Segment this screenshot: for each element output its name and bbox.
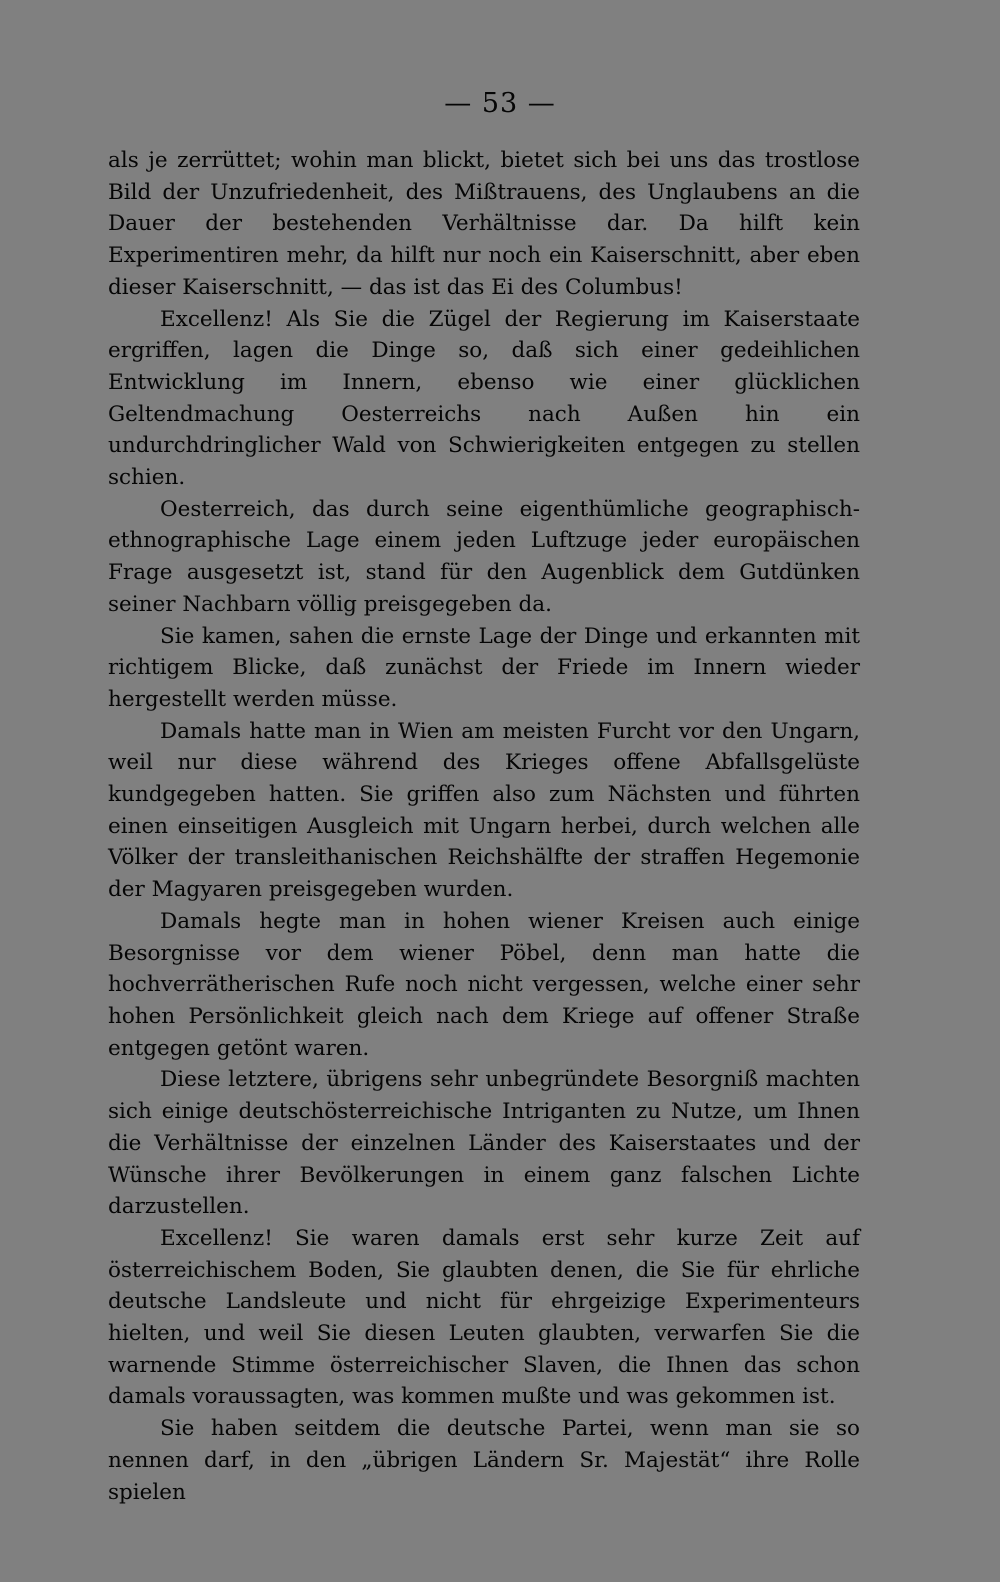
paragraph-9: Sie haben seitdem die deutsche Partei, wenn man sie so nennen darf, in den „übrigen Ländern Sr. Majestät“ ihre Rolle spielen [108, 1416, 860, 1505]
paragraph-4: Sie kamen, sahen die ernste Lage der Dinge und erkannten mit richtigem Blicke, daß zunächst der Friede im Innern wieder hergestellt werden müsse. [108, 623, 860, 712]
page-text [108, 145, 860, 1508]
paragraph-7: Diese letztere, übrigens sehr unbegründete Besorgniß machten sich einige deutschösterreichische Intriganten zu Nutze, um Ihnen die Verhältnisse der einzelnen Länder des Kaiserstaates und der Wünsche ihrer Bevölkerungen in einem ganz falschen Lichte darzustellen. [108, 1067, 860, 1220]
page-number: — 53 — [444, 88, 556, 119]
paragraph-8: Excellenz! Sie waren damals erst sehr kurze Zeit auf österreichischem Boden, Sie glaubten denen, die Sie für ehrliche deutsche Landsleute und nicht für ehrgeizige Experimenteurs hielten, und weil Sie diesen Leuten glaubten, verwarfen Sie die warnende Stimme österreichischer Slaven, die Ihnen das schon damals voraussagten, was kommen mußte und was gekommen ist. [108, 1225, 860, 1410]
paragraph-3: Oesterreich, das durch seine eigenthümliche geographisch-ethnographische Lage einem jeden Luftzuge jeder europäischen Frage ausgesetzt ist, stand für den Augenblick dem Gutdünken seiner Nachbarn völlig preisgegeben da. [108, 496, 860, 617]
paragraph-1: als je zerrüttet; wohin man blickt, bietet sich bei uns das trostlose Bild der Unzufriedenheit, des Mißtrauens, des Unglaubens an die Dauer der bestehenden Verhältnisse dar. Da hilft kein Experimentiren mehr, da hilft nur noch ein Kaiserschnitt, aber eben dieser Kaiserschnitt, — das ist das Ei des Columbus! [108, 148, 860, 300]
paragraph-2: Excellenz! Als Sie die Zügel der Regierung im Kaiserstaate ergriffen, lagen die Dinge so, daß sich einer gedeihlichen Entwicklung im Innern, ebenso wie einer glücklichen Geltendmachung Oesterreichs nach Außen hin ein undurchdringlicher Wald von Schwierigkeiten entgegen zu stellen schien. [108, 306, 860, 491]
paragraph-5: Damals hatte man in Wien am meisten Furcht vor den Ungarn, weil nur diese während des Krieges offene Abfallsgelüste kundgegeben hatten. Sie griffen also zum Nächsten und führten einen einseitigen Ausgleich mit Ungarn herbei, durch welchen alle Völker der transleithanischen Reichshälfte der straffen Hegemonie der Magyaren preisgegeben wurden. [108, 718, 860, 903]
paragraph-6: Damals hegte man in hohen wiener Kreisen auch einige Besorgnisse vor dem wiener Pöbel, denn man hatte die hochverrätherischen Rufe noch nicht vergessen, welche einer sehr hohen Persönlichkeit gleich nach dem Kriege auf offener Straße entgegen getönt waren. [108, 908, 860, 1061]
